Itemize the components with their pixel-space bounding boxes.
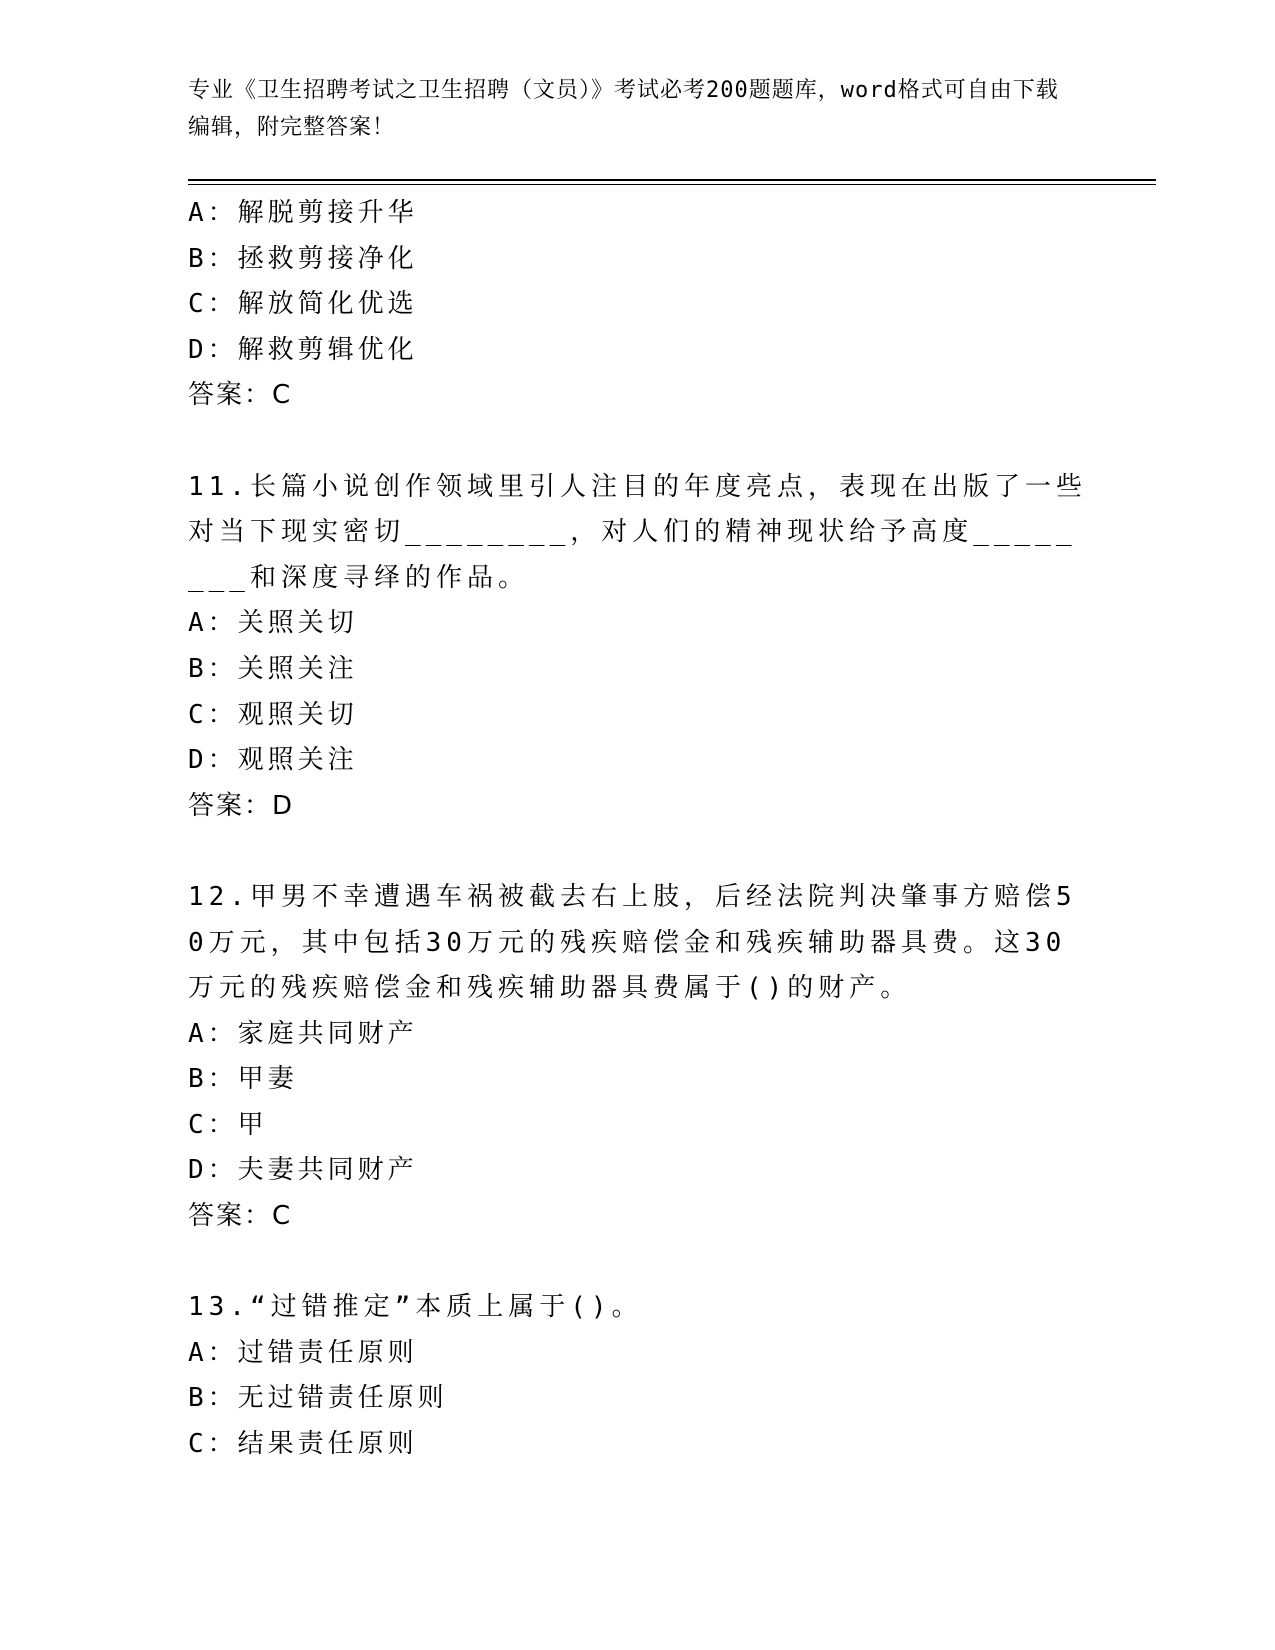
header-divider-thin xyxy=(188,184,1156,185)
option-b: B：拯救剪接净化 xyxy=(188,243,418,274)
question-text: 13.“过错推定”本质上属于()。 xyxy=(188,1292,643,1323)
spacer xyxy=(188,419,1088,465)
option-b: B：无过错责任原则 xyxy=(188,1383,448,1414)
answer-line: 答案：C xyxy=(188,1201,293,1232)
option-c: C：解放简化优选 xyxy=(188,289,418,320)
option-c: C：结果责任原则 xyxy=(188,1429,418,1460)
prev-question-block xyxy=(188,191,1088,419)
option-a: A：过错责任原则 xyxy=(188,1337,418,1368)
option-d: D：观照关注 xyxy=(188,745,358,776)
question-text: 12.甲男不幸遭遇车祸被截去右上肢，后经法院判决肇事方赔偿50万元，其中包括30万元的残疾赔偿金和残疾辅助器具费。这30万元的残疾赔偿金和残疾辅助器具费属于()的财产。 xyxy=(188,881,1077,1004)
document-header: 专业《卫生招聘考试之卫生招聘（文员）》考试必考200题题库，word格式可自由下载编辑，附完整答案！ xyxy=(188,78,1059,140)
option-a: A：解脱剪接升华 xyxy=(188,198,418,228)
header-divider-thick xyxy=(188,179,1156,181)
answer-line: 答案：D xyxy=(188,790,295,821)
question-block-13 xyxy=(188,1285,1088,1467)
option-d: D：解救剪辑优化 xyxy=(188,334,418,365)
question-block-11 xyxy=(188,465,1088,830)
question-block-12 xyxy=(188,875,1088,1240)
question-content xyxy=(188,191,1088,1468)
option-b: B：甲妻 xyxy=(188,1064,298,1095)
spacer xyxy=(188,1240,1088,1286)
option-a: A：关照关切 xyxy=(188,608,358,639)
option-a: A：家庭共同财产 xyxy=(188,1018,418,1049)
option-c: C：观照关切 xyxy=(188,699,358,730)
spacer xyxy=(188,829,1088,875)
option-c: C：甲 xyxy=(188,1109,268,1140)
option-d: D：夫妻共同财产 xyxy=(188,1155,418,1186)
answer-line: 答案：C xyxy=(188,380,293,411)
question-text: 11.长篇小说创作领域里引人注目的年度亮点，表现在出版了一些对当下现实密切________，对人们的精神现状给予高度________和深度寻绎的作品。 xyxy=(188,471,1087,593)
option-b: B：关照关注 xyxy=(188,653,358,684)
